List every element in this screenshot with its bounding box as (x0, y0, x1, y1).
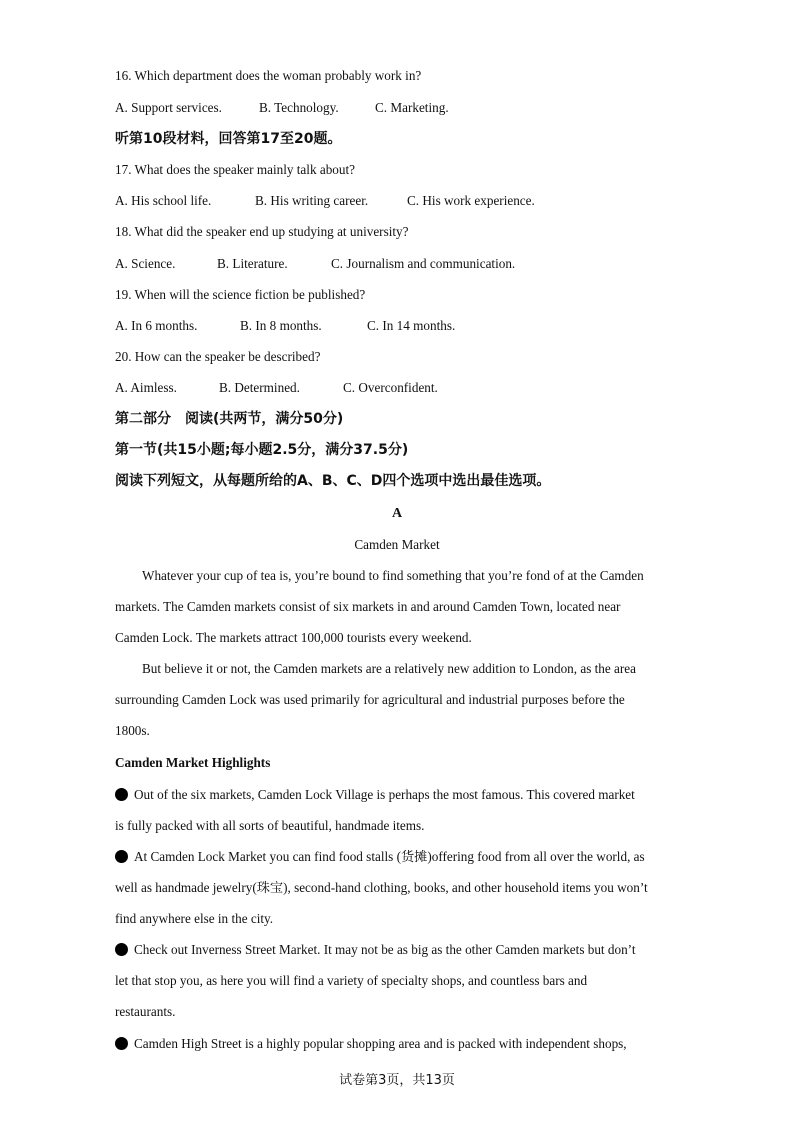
paragraph-line: But believe it or not, the Camden markets are a relatively new addition to London, as the area (142, 661, 637, 676)
question-20-options (115, 380, 438, 396)
option-a: A. Support services. (115, 100, 222, 115)
bullet-item: Out of the six markets, Camden Lock Village is perhaps the most famous. This covered market (115, 787, 635, 803)
question-19: 19. When will the science fiction be published? (115, 287, 366, 302)
paragraph-line: markets. The Camden markets consist of six markets in and around Camden Town, located near (115, 599, 621, 614)
option-a: A. His school life. (115, 193, 212, 208)
option-b: B. Literature. (217, 256, 288, 271)
question-17-options (115, 193, 535, 209)
option-a: A. Aimless. (115, 380, 177, 395)
option-b: B. Determined. (219, 380, 300, 395)
option-b: B. His writing career. (255, 193, 369, 208)
bullet-item-continued: is fully packed with all sorts of beautiful, handmade items. (115, 818, 425, 833)
passage-letter: A (391, 506, 403, 521)
bullet-item-continued: find anywhere else in the city. (115, 911, 274, 926)
highlights-title: Camden Market Highlights (115, 755, 271, 770)
option-b: B. Technology. (259, 100, 339, 115)
bullet-item: Camden High Street is a highly popular shopping area and is packed with independent shops, (115, 1036, 627, 1052)
option-a: A. Science. (115, 256, 176, 271)
option-c: C. His work experience. (407, 193, 535, 208)
option-c: C. In 14 months. (367, 318, 456, 333)
option-a: A. In 6 months. (115, 318, 198, 333)
reading-instruction: 阅读下列短文，从每题所给的A、B、C、D四个选项中选出最佳选项。 (115, 473, 551, 489)
question-18: 18. What did the speaker end up studying at university? (115, 224, 409, 239)
bullet-item-continued: let that stop you, as here you will find a variety of specialty shops, and countless bars and (115, 973, 588, 988)
paragraph-line: Whatever your cup of tea is, you’re bound to find something that you’re fond of at the Camden (142, 568, 644, 583)
bullet-icon (115, 943, 128, 956)
page-footer: 试卷第3页，共13页 (339, 1073, 455, 1088)
section-10-instruction: 听第10段材料，回答第17至20题。 (115, 131, 342, 147)
question-20: 20. How can the speaker be described? (115, 349, 321, 364)
part2-title: 第二部分 阅读(共两节，满分50分) (115, 411, 344, 427)
option-c: C. Marketing. (375, 100, 449, 115)
paragraph-line: 1800s. (115, 723, 150, 738)
bullet-item-continued: restaurants. (115, 1004, 176, 1019)
option-b: B. In 8 months. (240, 318, 322, 333)
question-16-options (115, 100, 449, 116)
option-c: C. Journalism and communication. (331, 256, 516, 271)
question-17: 17. What does the speaker mainly talk about? (115, 162, 355, 177)
passage-title: Camden Market (354, 537, 440, 552)
bullet-icon (115, 850, 128, 863)
bullet-item: At Camden Lock Market you can find food stalls (货摊)offering food from all over the world, as (115, 849, 645, 865)
paragraph-line: surrounding Camden Lock was used primarily for agricultural and industrial purposes before the (115, 692, 625, 707)
question-19-options (115, 318, 455, 334)
bullet-icon (115, 1037, 128, 1050)
paragraph-line: Camden Lock. The markets attract 100,000 tourists every weekend. (115, 630, 472, 645)
question-18-options (115, 256, 515, 272)
bullet-icon (115, 788, 128, 801)
option-c: C. Overconfident. (343, 380, 438, 395)
bullet-item-continued: well as handmade jewelry(珠宝), second-hand clothing, books, and other household items you won’t (115, 880, 648, 895)
question-16: 16. Which department does the woman probably work in? (115, 68, 422, 83)
section1-title: 第一节(共15小题;每小题2.5分，满分37.5分) (115, 442, 409, 458)
bullet-item: Check out Inverness Street Market. It may not be as big as the other Camden markets but don’t (115, 942, 636, 958)
